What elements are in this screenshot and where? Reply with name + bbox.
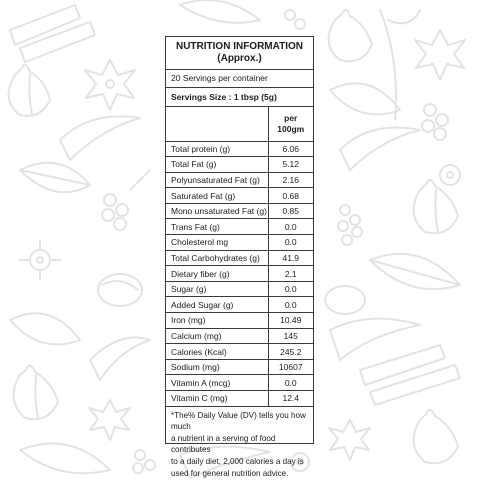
table-row [166, 157, 313, 173]
leaf-icon [330, 83, 400, 114]
servings-per-container: 20 Servings per container [166, 70, 313, 88]
footnote-line: a nutrient in a serving of food contributes [171, 433, 276, 455]
cinnamon-icon [10, 5, 95, 62]
nutrient-table [166, 107, 313, 407]
nutrient-value: 145 [268, 328, 313, 344]
per-100gm-header [268, 107, 313, 141]
flower-icon [440, 165, 460, 185]
nutrient-name: Mono unsaturated Fat (g) [166, 203, 268, 219]
peppercorn-icon [133, 450, 155, 473]
nutrient-value: 2.16 [268, 172, 313, 188]
per-label: per [284, 112, 298, 123]
nutrient-value: 2.1 [268, 266, 313, 282]
chili-icon [90, 338, 150, 381]
peppercorn-icon [338, 205, 362, 245]
nutrient-value: 5.12 [268, 157, 313, 173]
table-row [166, 344, 313, 360]
star-anise-icon [415, 30, 465, 80]
nutrient-value: 0.85 [268, 203, 313, 219]
nutrient-value: 0.0 [268, 375, 313, 391]
nutrient-value: 6.06 [268, 141, 313, 157]
nutrient-name: Dietary fiber (g) [166, 266, 268, 282]
table-row [166, 219, 313, 235]
table-row [166, 235, 313, 251]
nutrient-name: Calories (Kcal) [166, 344, 268, 360]
table-row [166, 203, 313, 219]
nutrient-name: Total Carbohydrates (g) [166, 250, 268, 266]
nutrient-value: 41.9 [268, 250, 313, 266]
table-row [166, 188, 313, 204]
nutrient-header-cell [166, 107, 268, 141]
leaf-icon [10, 313, 80, 344]
table-row [166, 328, 313, 344]
nutrient-name: Calcium (mg) [166, 328, 268, 344]
nutrition-title-block [166, 37, 313, 70]
nutrient-name: Sodium (mg) [166, 359, 268, 375]
nutrient-name: Vitamin C (mg) [166, 391, 268, 407]
nutrient-value: 0.0 [268, 219, 313, 235]
table-row [166, 281, 313, 297]
table-row [166, 359, 313, 375]
star-anise-icon [329, 420, 370, 460]
flower-icon [20, 240, 60, 280]
nutrient-value: 0.0 [268, 297, 313, 313]
unit-label: 100gm [277, 123, 305, 134]
nutrition-label [165, 36, 314, 478]
nutrient-value: 0.0 [268, 235, 313, 251]
leaf-icon [20, 163, 90, 193]
garlic-icon [329, 10, 372, 61]
table-row [166, 375, 313, 391]
vanilla-icon [380, 10, 420, 120]
nutrient-name: Trans Fat (g) [166, 219, 268, 235]
star-anise-icon [89, 400, 130, 440]
nutrition-title: NUTRITION INFORMATION [175, 41, 304, 52]
table-row [166, 141, 313, 157]
chili-icon [330, 319, 420, 360]
nutrient-value: 0.68 [268, 188, 313, 204]
table-row [166, 391, 313, 407]
footnote-line: to a daily diet, 2,000 calories a day is [171, 456, 304, 466]
nutmeg-icon [325, 286, 365, 314]
chili-icon [60, 116, 140, 160]
chili-icon [340, 128, 420, 171]
peppercorn-icon [285, 10, 305, 29]
garlic-icon [414, 410, 458, 463]
peppercorn-icon [102, 170, 150, 230]
nutrient-value: 0.0 [268, 281, 313, 297]
garlic-icon [9, 65, 50, 116]
nutrient-value: 10.49 [268, 313, 313, 329]
nutrient-value: 245.2 [268, 344, 313, 360]
nutmeg-icon [98, 274, 142, 306]
table-row [166, 172, 313, 188]
nutrient-name: Sugar (g) [166, 281, 268, 297]
nutrient-name: Added Sugar (g) [166, 297, 268, 313]
table-row [166, 297, 313, 313]
footnote-line: used for general nutrition advice. [171, 468, 289, 478]
footnote-line: *The% Daily Value (DV) tells you how much [171, 410, 306, 432]
garlic-icon [414, 180, 458, 233]
table-row [166, 250, 313, 266]
nutrient-name: Cholesterol mg [166, 235, 268, 251]
daily-value-footnote [166, 407, 313, 480]
leaf-icon [20, 443, 110, 473]
nutrient-value: 12.4 [268, 391, 313, 407]
star-anise-icon [85, 60, 135, 110]
nutrient-name: Total protein (g) [166, 141, 268, 157]
table-header-row [166, 107, 313, 141]
nutrient-value: 10607 [268, 359, 313, 375]
leaf-icon [180, 0, 260, 23]
nutrient-name: Polyunsaturated Fat (g) [166, 172, 268, 188]
table-row [166, 313, 313, 329]
table-row [166, 266, 313, 282]
cinnamon-icon [360, 345, 460, 405]
nutrient-name: Total Fat (g) [166, 157, 268, 173]
nutrient-name: Iron (mg) [166, 313, 268, 329]
nutrient-name: Saturated Fat (g) [166, 188, 268, 204]
peppercorn-icon [422, 104, 448, 140]
nutrition-subtitle: (Approx.) [217, 53, 262, 64]
serving-size: Servings Size : 1 tbsp (5g) [166, 88, 313, 107]
garlic-icon [14, 365, 58, 419]
leaf-icon [370, 254, 460, 289]
nutrient-name: Vitamin A (mcg) [166, 375, 268, 391]
